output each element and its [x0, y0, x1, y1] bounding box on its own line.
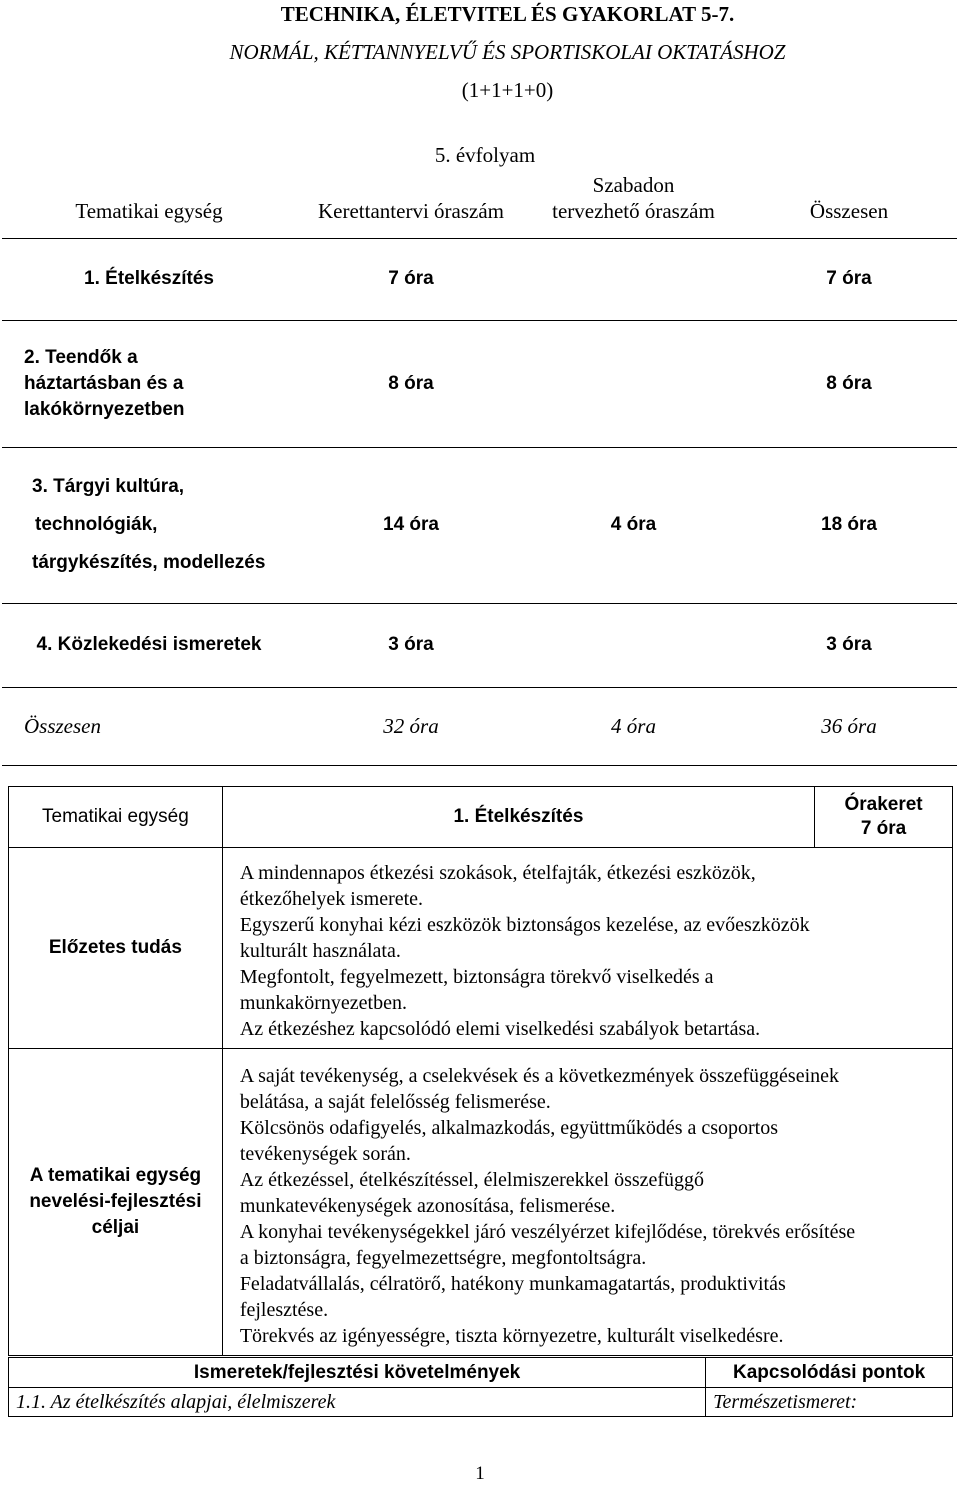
document-title: TECHNIKA, ÉLETVITEL ÉS GYAKORLAT 5-7. [280, 2, 735, 26]
unit-cell: 4. Közlekedési ismeretek [2, 603, 296, 687]
text-line: tevékenységek során. [239, 1143, 411, 1165]
sum-label: Összesen [2, 687, 296, 765]
requirements-header: Ismeretek/fejlesztési követelmények [9, 1358, 706, 1388]
col-header-total: Összesen [741, 166, 957, 238]
sum-free-hours: 4 óra [526, 687, 741, 765]
text-line: A mindennapos étkezési szokások, ételfajták, étkezési eszközök, [239, 862, 756, 884]
total-hours-cell: 18 óra [741, 447, 957, 603]
free-hours-cell [526, 603, 741, 687]
free-hours-cell [526, 320, 741, 447]
unit-line: technológiák, [35, 514, 158, 535]
hours-frame [815, 787, 953, 848]
connection-point-item: Természetismeret: [706, 1388, 953, 1417]
col-header-free-line2: tervezhető óraszám [552, 198, 715, 223]
unit-cell [2, 447, 296, 603]
connection-points-header: Kapcsolódási pontok [706, 1358, 953, 1388]
text-line: belátása, a saját felelősség felismerése. [239, 1091, 551, 1113]
unit-header-row [9, 787, 953, 848]
text-line: Feladatvállalás, célratörő, hatékony munkamagatartás, produktivitás [239, 1273, 786, 1295]
col-header-free [526, 166, 741, 238]
unit-line: lakókörnyezetben [24, 398, 185, 420]
text-line: kulturált használata. [239, 940, 401, 962]
text-line: étkezőhelyek ismerete. [239, 888, 424, 910]
unit-cell: 1. Ételkészítés [2, 238, 296, 320]
unit-line: 3. Tárgyi kultúra, [32, 476, 185, 497]
hours-code: (1+1+1+0) [461, 78, 554, 102]
text-line: Az étkezéshez kapcsolódó elemi viselkedési szabályok betartása. [239, 1018, 761, 1040]
prior-knowledge-label: Előzetes tudás [9, 848, 223, 1049]
text-line: A saját tevékenység, a cselekvések és a következmények összefüggéseinek [239, 1065, 840, 1087]
development-goals-content [222, 1049, 952, 1356]
prior-knowledge-row [9, 848, 953, 1049]
core-hours-cell: 8 óra [296, 320, 526, 447]
total-hours-cell: 3 óra [741, 603, 957, 687]
unit-line: tárgykészítés, modellezés [32, 552, 266, 573]
sum-total-hours: 36 óra [741, 687, 957, 765]
goals-label-line: nevelési-fejlesztési [29, 1191, 202, 1212]
total-hours-cell: 8 óra [741, 320, 957, 447]
core-hours-cell: 14 óra [296, 447, 526, 603]
text-line: Törekvés az igényességre, tiszta környezetre, kulturált viselkedésre. [239, 1325, 784, 1347]
unit-line: háztartásban és a [24, 372, 184, 394]
text-line: Egyszerű konyhai kézi eszközök biztonságos kezelése, az evőeszközök [239, 914, 810, 936]
table-row [2, 320, 957, 447]
requirements-table [8, 1357, 953, 1417]
col-header-core: Kerettantervi óraszám [296, 166, 526, 238]
goals-label-line: céljai [91, 1217, 140, 1238]
document-subtitle: NORMÁL, KÉTTANNYELVŰ ÉS SPORTISKOLAI OKTATÁSHOZ [229, 40, 786, 64]
table-row [2, 603, 957, 687]
hours-frame-value: 7 óra [860, 818, 907, 839]
goals-label-line: A tematikai egység [29, 1165, 202, 1186]
development-goals-label [9, 1049, 223, 1356]
col-header-unit: Tematikai egység [2, 166, 296, 238]
hours-overview-table [2, 166, 957, 766]
prior-knowledge-content [222, 848, 952, 1049]
text-line: a biztonságra, fegyelmezettségre, megfontoltságra. [239, 1247, 647, 1269]
unit-line: 2. Teendők a [24, 346, 138, 368]
requirements-header-row [9, 1358, 953, 1388]
unit-cell [2, 320, 296, 447]
text-line: Kölcsönös odafigyelés, alkalmazkodás, együttműködés a csoportos [239, 1117, 779, 1139]
unit-label: Tematikai egység [9, 787, 223, 848]
requirements-row [9, 1388, 953, 1417]
core-hours-cell: 3 óra [296, 603, 526, 687]
free-hours-cell [526, 238, 741, 320]
text-line: munkatevékenységek azonosítása, felismerése. [239, 1195, 616, 1217]
text-line: Az étkezéssel, ételkészítéssel, élelmiszerekkel összefüggő [239, 1169, 705, 1191]
text-line: A konyhai tevékenységekkel járó veszélyérzet kifejlődése, törekvés erősítése [239, 1221, 856, 1243]
hours-frame-label: Órakeret [844, 794, 923, 815]
unit-name: 1. Ételkészítés [222, 787, 814, 848]
total-hours-cell: 7 óra [741, 238, 957, 320]
sum-row [2, 687, 957, 765]
text-line: munkakörnyezetben. [239, 992, 407, 1014]
page-number: 1 [475, 1463, 485, 1484]
sum-core-hours: 32 óra [296, 687, 526, 765]
requirement-item: 1.1. Az ételkészítés alapjai, élelmiszerek [9, 1388, 706, 1417]
table-row [2, 238, 957, 320]
unit-detail-table [8, 786, 953, 1356]
text-line: fejlesztése. [239, 1299, 329, 1321]
grade-label: 5. évfolyam [434, 143, 536, 167]
development-goals-row [9, 1049, 953, 1356]
core-hours-cell: 7 óra [296, 238, 526, 320]
col-header-free-line1: Szabadon [592, 172, 675, 197]
table-header-row [2, 166, 957, 238]
text-line: Megfontolt, fegyelmezett, biztonságra törekvő viselkedés a [239, 966, 714, 988]
free-hours-cell: 4 óra [526, 447, 741, 603]
table-row [2, 447, 957, 603]
